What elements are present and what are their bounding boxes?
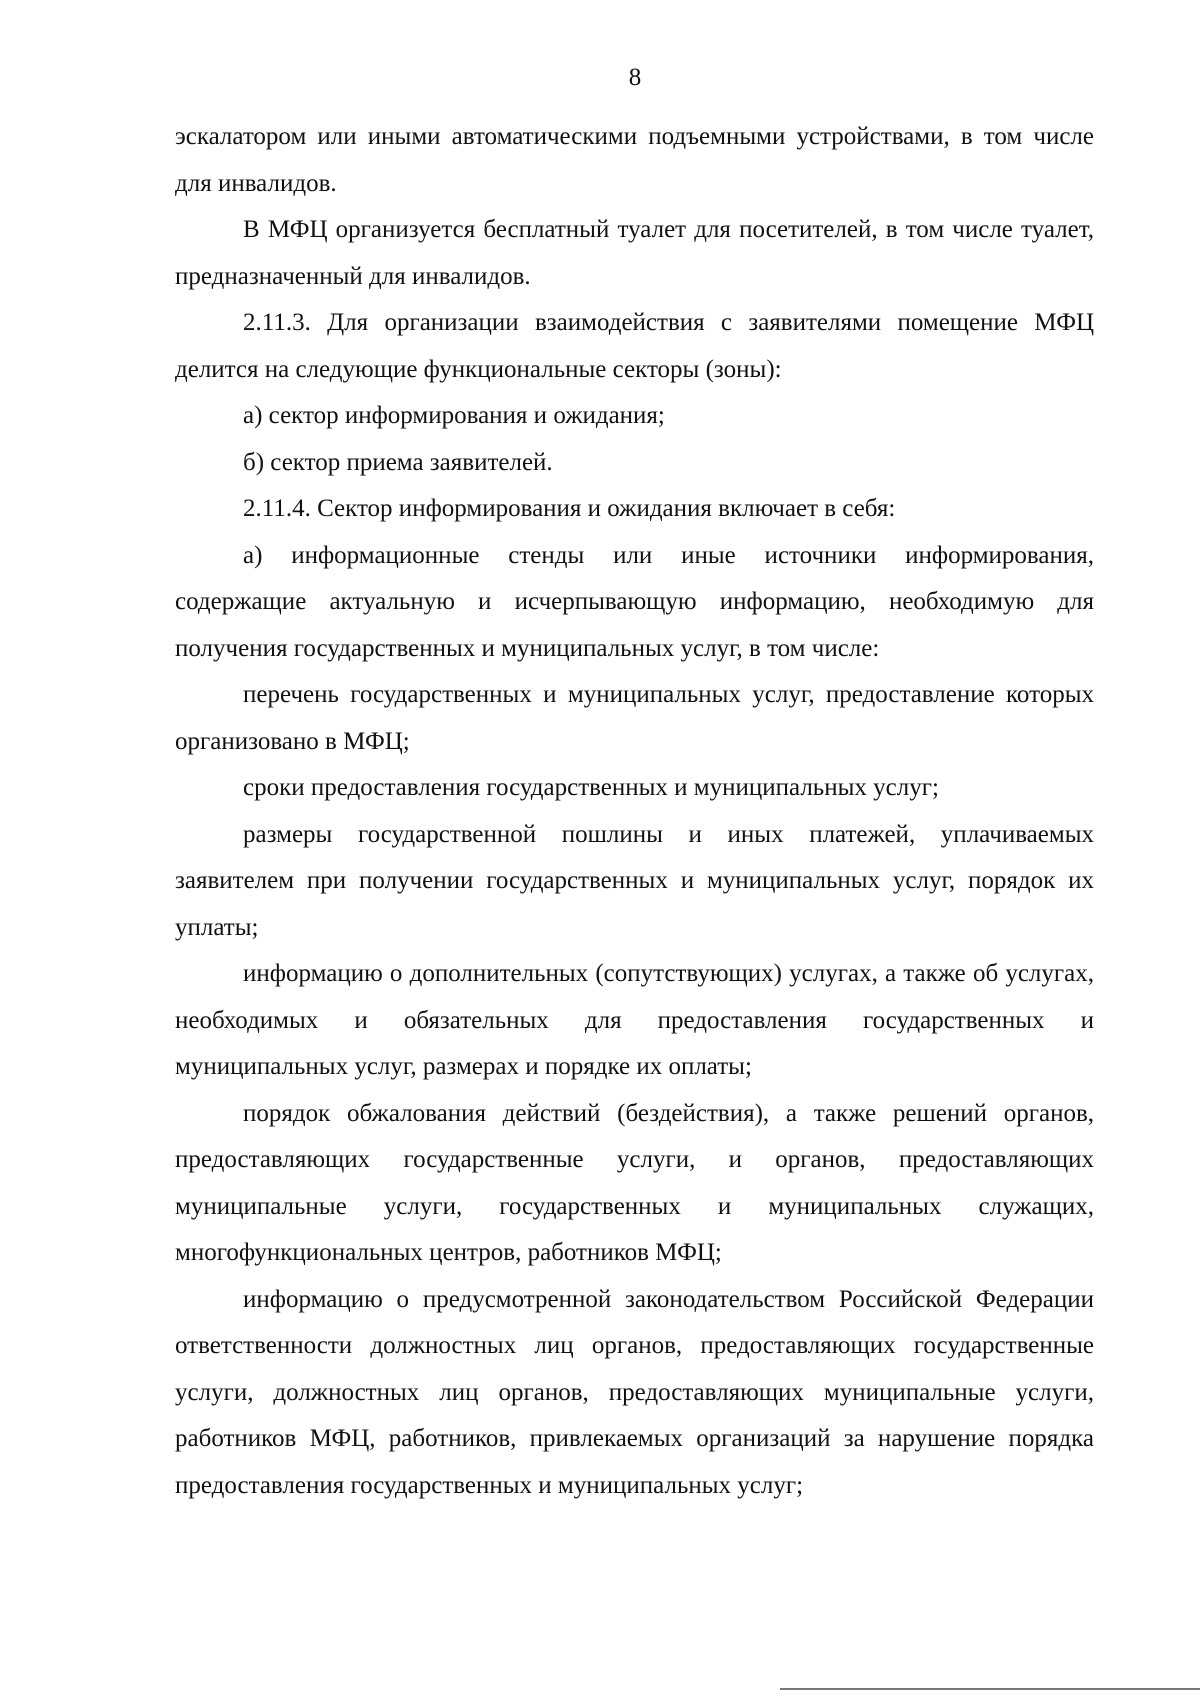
paragraph: В МФЦ организуется бесплатный туалет для посетителей, в том числе туалет, предназначенный для инвалидов.: [175, 216, 1094, 290]
list-item: информацию о дополнительных (сопутствующих) услугах, а также об услугах, необходимых и обязательных для предоставления государственных и муниципальных услуг, размерах и порядке их оплаты;: [175, 960, 1094, 1080]
list-item: информацию о предусмотренной законодательством Российской Федерации ответственности должностных лиц органов, предоставляющих государственные услуги, должностных лиц органов, предоставляющих муниципальные услуги, работников МФЦ, работников, привлекаемых организаций за нарушение порядка предоставления государственных и муниципальных услуг;: [175, 1285, 1094, 1499]
list-item: а) информационные стенды или иные источники информирования, содержащие актуальную и исчерпывающую информацию, необходимую для получения государственных и муниципальных услуг, в том числе:: [175, 541, 1094, 662]
paragraph: эскалатором или иными автоматическими подъемными устройствами, в том числе для инвалидов.: [175, 123, 1094, 197]
paragraph: 2.11.4. Сектор информирования и ожидания включает в себя:: [243, 495, 896, 522]
list-item: а) сектор информирования и ожидания;: [243, 402, 665, 429]
footer-divider: [780, 1688, 1200, 1690]
list-item: размеры государственной пошлины и иных платежей, уплачиваемых заявителем при получении государственных и муниципальных услуг, порядок их уплаты;: [175, 820, 1094, 941]
page-number: 8: [628, 64, 642, 91]
document-body: [175, 114, 1094, 1509]
list-item: сроки предоставления государственных и муниципальных услуг;: [243, 774, 939, 801]
list-item: б) сектор приема заявителей.: [243, 448, 553, 476]
list-item: перечень государственных и муниципальных услуг, предоставление которых организовано в МФЦ;: [175, 681, 1094, 755]
list-item: порядок обжалования действий (бездействия), а также решений органов, предоставляющих государственные услуги, и органов, предоставляющих муниципальные услуги, государственных и муниципальных служащих, многофункциональных центров, работников МФЦ;: [175, 1099, 1094, 1266]
paragraph: 2.11.3. Для организации взаимодействия с заявителями помещение МФЦ делится на следующие функциональные секторы (зоны):: [175, 309, 1094, 383]
